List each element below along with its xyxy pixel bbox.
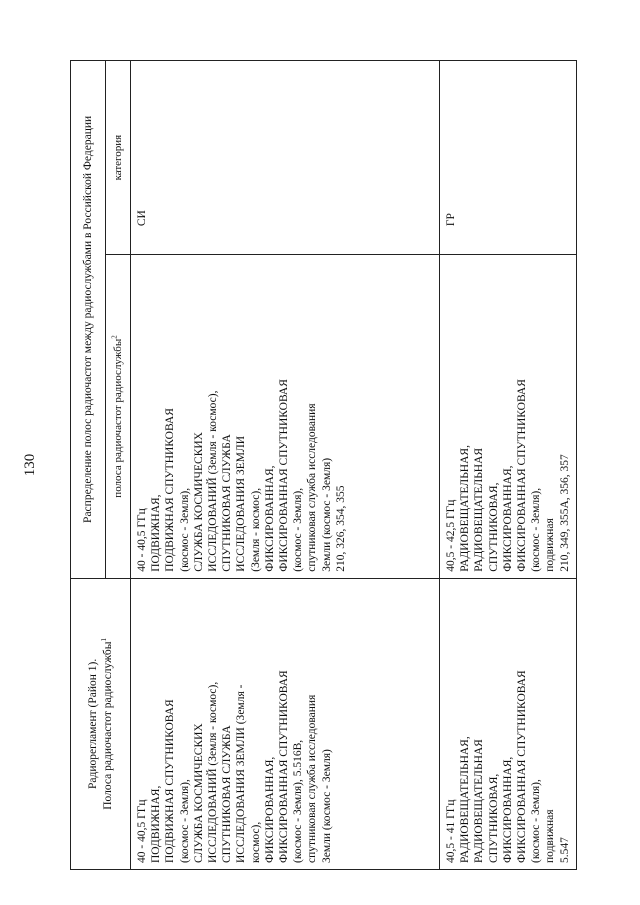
table-row xyxy=(131,61,440,870)
cell-mid: 40,5 - 42,5 ГГц РАДИОВЕЩАТЕЛЬНАЯ, РАДИОВЕЩАТЕЛЬНАЯ СПУТНИКОВАЯ, ФИКСИРОВАННАЯ, ФИКСИРОВАННАЯ СПУТНИКОВАЯ (космос - Земля), подвижная 210, 349, 355А, 356, 357 xyxy=(440,255,577,579)
cell-category: ГР xyxy=(440,61,577,255)
header-mid-subtitle: полоса радиочастот радиослужбы$^2$ xyxy=(106,255,131,579)
header-left-subtitle: Полоса радиочастот радиослужбы$^1$ xyxy=(99,637,114,810)
header-left-title: Радиорегламент (Район 1). xyxy=(87,658,100,790)
cell-left: 40 - 40,5 ГГц ПОДВИЖНАЯ, ПОДВИЖНАЯ СПУТНИКОВАЯ (космос - Земля), СЛУЖБА КОСМИЧЕСКИХ ИССЛЕДОВАНИЙ (Земля - космос), СПУТНИКОВАЯ СЛУЖБА ИССЛЕДОВАНИЯ ЗЕМЛИ (Земля - космос), ФИКСИРОВАННАЯ, ФИКСИРОВАННАЯ СПУТНИКОВАЯ (космос - Земля), 5.516В, спутниковая служба исследования Земли (космос - Земля) xyxy=(131,578,440,869)
header-category: категория xyxy=(106,61,131,255)
cell-category: СИ xyxy=(131,61,440,255)
rotated-document-page xyxy=(22,60,600,870)
cell-left: 40,5 - 41 ГГц РАДИОВЕЩАТЕЛЬНАЯ, РАДИОВЕЩАТЕЛЬНАЯ СПУТНИКОВАЯ, ФИКСИРОВАННАЯ, ФИКСИРОВАННАЯ СПУТНИКОВАЯ (космос - Земля), подвижная 5.547 xyxy=(440,578,577,869)
header-right-title: Распределение полос радиочастот между радиослужбами в Российской Федерации xyxy=(71,61,106,579)
table-row xyxy=(440,61,577,870)
page-number: 130 xyxy=(22,453,38,477)
frequency-allocation-table xyxy=(70,60,577,870)
cell-mid: 40 - 40,5 ГГц ПОДВИЖНАЯ, ПОДВИЖНАЯ СПУТНИКОВАЯ (космос - Земля), СЛУЖБА КОСМИЧЕСКИХ ИССЛЕДОВАНИЙ (Земля - космос), СПУТНИКОВАЯ СЛУЖБА ИССЛЕДОВАНИЯ ЗЕМЛИ (Земля - космос), ФИКСИРОВАННАЯ, ФИКСИРОВАННАЯ СПУТНИКОВАЯ (космос - Земля), спутниковая служба исследования Земли (космос - Земля) 210, 326, 354, 355 xyxy=(131,255,440,579)
header-left xyxy=(71,578,131,869)
